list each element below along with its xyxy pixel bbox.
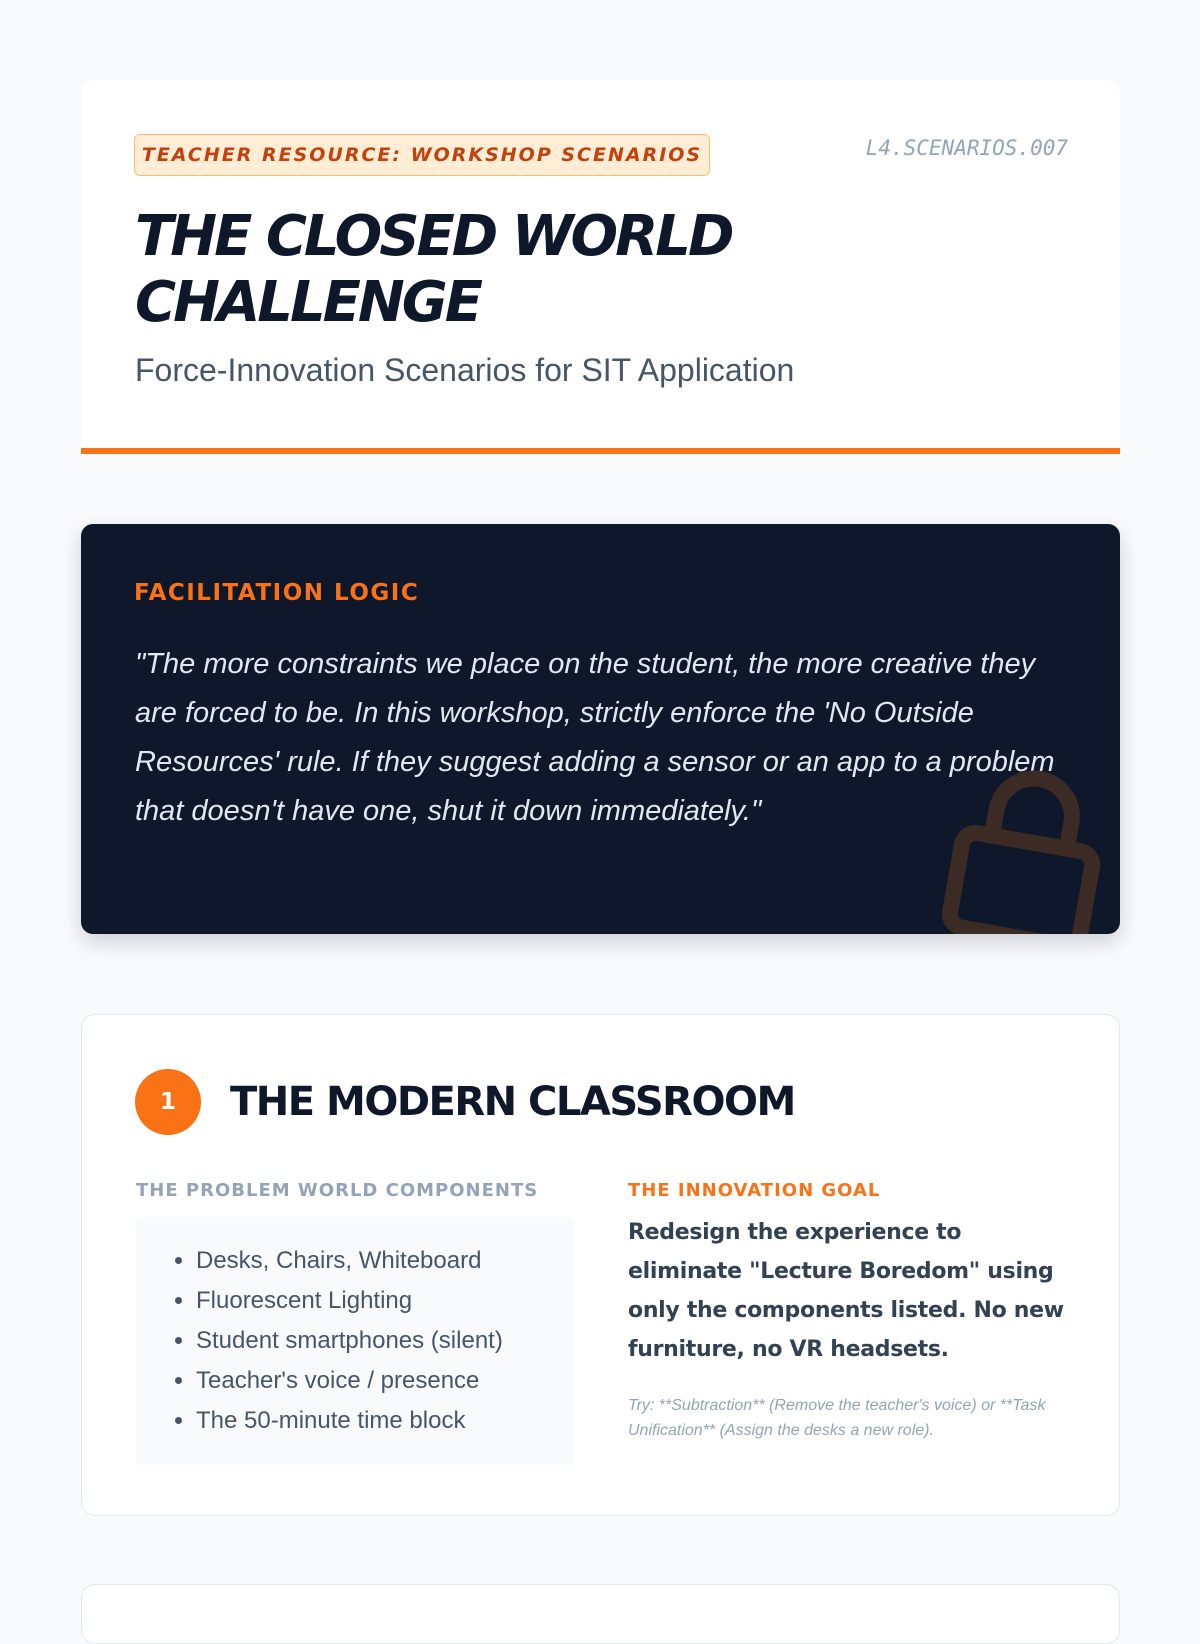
page-title: THE CLOSED WORLD CHALLENGE: [135, 204, 732, 335]
header-card: [81, 80, 1120, 454]
list-item: • Fluorescent Lighting: [196, 1281, 574, 1321]
facilitation-quote: "The more constraints we place on the student, the more creative they are forced to be. In this workshop, strictly enforce the 'No Outside Resources' rule. If they suggest adding a sensor or an app to a problem that doesn't have one, shut it down immediately.": [135, 648, 1055, 827]
document-code: L4.SCENARIOS.007: [865, 136, 1068, 160]
components-label: THE PROBLEM WORLD COMPONENTS: [136, 1180, 539, 1201]
list-item: • The 50-minute time block: [196, 1401, 574, 1441]
facilitation-logic-card: [81, 524, 1120, 934]
scenario-card: [81, 1014, 1120, 1516]
list-item: • Desks, Chairs, Whiteboard: [196, 1241, 574, 1281]
next-scenario-card: [81, 1584, 1120, 1644]
innovation-goal-label: THE INNOVATION GOAL: [628, 1180, 881, 1201]
components-box: [136, 1217, 574, 1465]
scenario-number: 1: [135, 1069, 201, 1135]
scenario-title: THE MODERN CLASSROOM: [230, 1079, 795, 1125]
list-item: • Student smartphones (silent): [196, 1321, 574, 1361]
lock-icon: [928, 750, 1120, 934]
page-subtitle: Force-Innovation Scenarios for SIT Application: [135, 352, 795, 388]
facilitation-label: FACILITATION LOGIC: [134, 580, 420, 606]
resource-badge: TEACHER RESOURCE: WORKSHOP SCENARIOS: [134, 134, 710, 176]
innovation-goal-text: Redesign the experience to eliminate "Lecture Boredom" using only the components listed. No new furniture, no VR headsets.: [628, 1220, 1064, 1362]
hint-text: Try: **Subtraction** (Remove the teacher's voice) or **Task Unification** (Assign the desks a new role).: [628, 1397, 1046, 1439]
components-list: [136, 1217, 574, 1441]
list-item: • Teacher's voice / presence: [196, 1361, 574, 1401]
